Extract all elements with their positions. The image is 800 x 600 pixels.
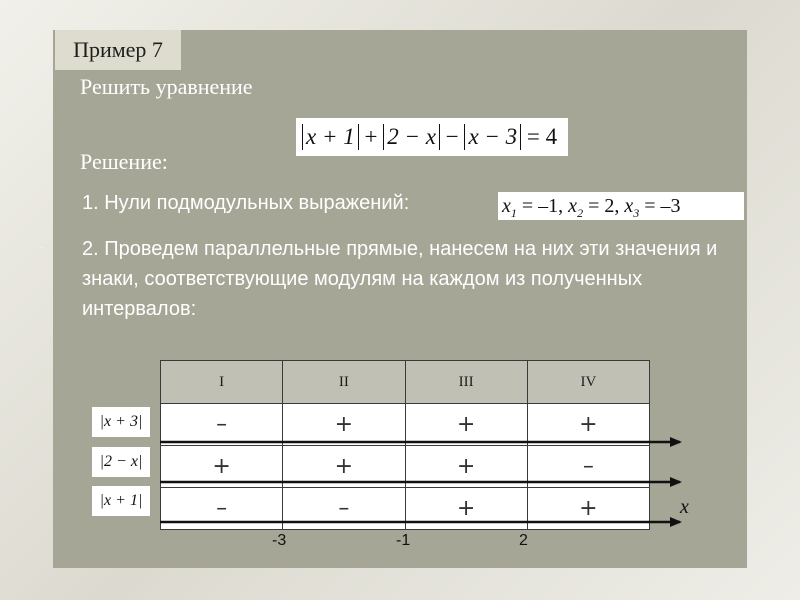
root-1-value: = –1,	[521, 195, 564, 217]
abs-term-2: 2 − x	[383, 124, 440, 150]
root-2-value: = 2,	[588, 195, 620, 217]
root-1-sub: 1	[510, 206, 517, 220]
step-2-text: 2. Проведем параллельные прямые, нанесем на них эти значения и знаки, соответствующие модулям на каждом из полученных интервалов:	[82, 238, 718, 320]
sign-cell: –	[527, 446, 649, 488]
row-label-2-minus-x: |2 − x|	[92, 447, 150, 477]
root-2-sub: 2	[577, 206, 584, 220]
sign-cell: +	[527, 488, 649, 530]
abs-term-1: x + 1	[302, 124, 359, 150]
sign-cell: –	[283, 488, 405, 530]
sign-cell: +	[161, 446, 283, 488]
sign-cell: –	[161, 404, 283, 446]
axis-tick-label: -1	[396, 532, 411, 549]
sign-cell: +	[405, 488, 527, 530]
equation-rhs: = 4	[526, 124, 558, 149]
interval-header: I	[161, 361, 283, 404]
sign-cell: +	[405, 446, 527, 488]
root-3-sub: 3	[633, 206, 640, 220]
root-3-value: = –3	[644, 195, 681, 217]
example-badge: Пример 7	[55, 30, 181, 70]
sign-cell: –	[161, 488, 283, 530]
equation-op-1: +	[364, 124, 378, 149]
bullet-dot: ·	[40, 240, 44, 254]
equation-op-2: −	[445, 124, 459, 149]
interval-header: II	[283, 361, 405, 404]
sign-cell: +	[527, 404, 649, 446]
root-2-name: x	[568, 195, 578, 217]
task-heading: Решить уравнение	[80, 74, 253, 99]
sign-cell: +	[283, 404, 405, 446]
solution-heading: Решение:	[80, 149, 168, 174]
step-1-text: 1. Нули подмодульных выражений:	[82, 192, 410, 214]
row-label-x-plus-1: |x + 1|	[92, 486, 150, 516]
sign-cell: +	[283, 446, 405, 488]
axis-tick-label: 2	[519, 532, 528, 549]
row-label-x-plus-3: |x + 3|	[92, 407, 150, 437]
axis-tick-label: -3	[272, 532, 287, 549]
axis-variable-label: x	[680, 496, 689, 518]
root-3-name: x	[624, 195, 634, 217]
abs-term-3: x − 3	[464, 124, 521, 150]
interval-header: III	[405, 361, 527, 404]
sign-cell: +	[405, 404, 527, 446]
interval-header: IV	[527, 361, 649, 404]
root-1-name: x	[502, 195, 511, 217]
